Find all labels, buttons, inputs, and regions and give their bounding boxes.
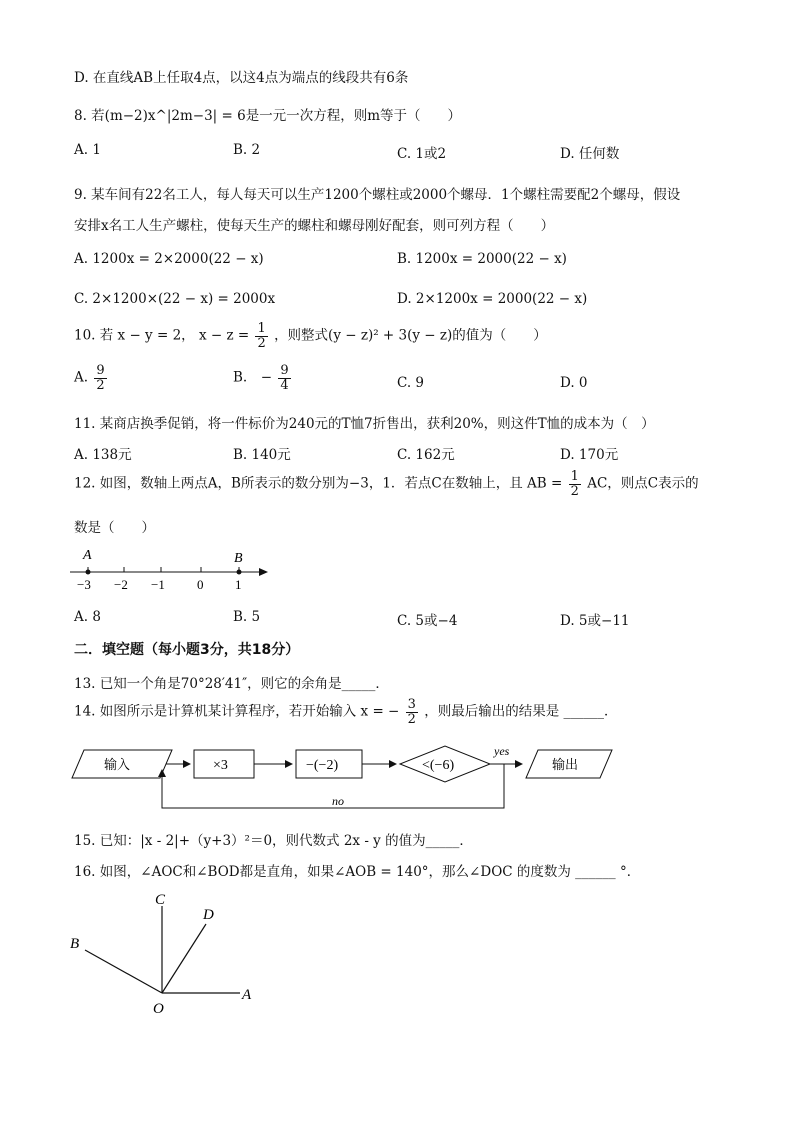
q9-stem-line1: 9. 某车间有22名工人，每人每天可以生产1200个螺柱或2000个螺母．1个螺柱需要配2个螺母，假设 — [74, 187, 681, 203]
q14-prefix: 14. 如图所示是计算机某计算程序，若开始输入 x = − — [74, 703, 400, 720]
q12-fraction — [569, 470, 581, 498]
q14-flowchart — [66, 742, 626, 812]
q10-option-b-fraction — [278, 364, 290, 392]
q10-option-a-fraction — [94, 364, 106, 392]
q10-option-a-den: 2 — [96, 377, 105, 393]
q8-option-b: B. 2 — [233, 142, 261, 158]
q7-option-d: D. 在直线AB上任取4点，以这4点为端点的线段共有6条 — [74, 70, 409, 86]
number-line-arrow — [259, 568, 268, 576]
q15-stem: 15. 已知：|x - 2|+（y+3）²＝0，则代数式 2x - y 的值为_____． — [74, 833, 473, 849]
q12-stem-line2: 数是（ ） — [74, 520, 155, 536]
flow-times3-label: ×3 — [213, 758, 228, 773]
label-b: B — [70, 936, 80, 952]
flow-minus-label: −(−2) — [306, 758, 339, 773]
q9-option-c: C. 2×1200×(22 − x) = 2000x — [74, 291, 276, 307]
q10-suffix: ，则整式(y − z)² + 3(y − z)的值为（ ） — [274, 327, 547, 344]
q10-frac-num: 1 — [257, 321, 266, 336]
ray-ob — [85, 950, 162, 993]
q10-option-b — [233, 364, 293, 392]
q10-option-b-num: 9 — [280, 363, 289, 378]
tick-label: −3 — [77, 577, 91, 592]
flow-no-label: no — [332, 794, 344, 808]
q11-option-b: B. 140元 — [233, 447, 291, 463]
tick-label: 0 — [197, 577, 204, 592]
point-b-dot — [237, 570, 242, 575]
q12-stem — [74, 470, 699, 498]
q14-stem — [74, 698, 618, 726]
label-d: D — [203, 907, 214, 923]
q10-option-a — [74, 364, 109, 392]
q12-stem-suffix: AC，则点C表示的 — [587, 475, 699, 492]
q9-option-d: D. 2×1200x = 2000(22 − x) — [397, 291, 588, 307]
q12-option-d: D. 5或−11 — [560, 613, 630, 629]
tick-label: −1 — [151, 577, 165, 592]
q10-option-a-num: 9 — [96, 363, 105, 378]
q10-frac-den: 2 — [257, 335, 266, 351]
q9-stem-line2: 安排x名工人生产螺柱，使每天生产的螺柱和螺母刚好配套，则可列方程（ ） — [74, 218, 555, 234]
tick-label: 1 — [235, 577, 242, 592]
q11-option-c: C. 162元 — [397, 447, 455, 463]
q14-frac-den: 2 — [407, 711, 416, 727]
q10-prefix: 10. 若 x − y = 2， x − z = — [74, 327, 250, 344]
flow-output-label: 输出 — [552, 757, 579, 772]
q8-option-d: D. 任何数 — [560, 146, 620, 162]
q10-option-b-den: 4 — [280, 377, 289, 393]
q9-option-a: A. 1200x = 2×2000(22 − x) — [74, 251, 264, 267]
label-o: O — [153, 1001, 164, 1017]
q10-option-c: C. 9 — [397, 375, 425, 391]
q14-suffix: ，则最后输出的结果是 ______． — [424, 703, 618, 720]
label-c: C — [155, 892, 166, 908]
q10-fraction — [255, 322, 267, 350]
q11-stem: 11. 某商店换季促销，将一件标价为240元的T恤7折售出，获利20%，则这件T恤的成本为（ ） — [74, 416, 655, 432]
ray-od — [162, 924, 206, 993]
q12-option-b: B. 5 — [233, 609, 261, 625]
q8-option-a: A. 1 — [74, 142, 101, 158]
q12-option-c: C. 5或−4 — [397, 613, 458, 629]
q10-stem — [74, 322, 547, 350]
q8-stem: 8. 若(m−2)x^|2m−3| = 6是一元一次方程，则m等于（ ） — [74, 108, 462, 124]
q12-option-a: A. 8 — [74, 609, 101, 625]
q13-stem: 13. 已知一个角是70°28′41″，则它的余角是_____． — [74, 676, 389, 692]
q12-stem-prefix: 12. 如图，数轴上两点A，B所表示的数分别为−3，1．若点C在数轴上，且 AB = — [74, 475, 563, 492]
point-a-dot — [86, 570, 91, 575]
point-b-label: B — [234, 551, 243, 566]
tick-label: −2 — [114, 577, 128, 592]
q12-number-line — [60, 545, 280, 595]
q16-stem: 16. 如图，∠AOC和∠BOD都是直角，如果∠AOB = 140°，那么∠DOC 的度数为 ______ °． — [74, 864, 641, 880]
q14-frac-num: 3 — [407, 697, 416, 712]
q11-option-a: A. 138元 — [74, 447, 132, 463]
flow-yes-label: yes — [494, 744, 510, 758]
q10-option-d: D. 0 — [560, 375, 588, 391]
flow-input-label: 输入 — [104, 757, 131, 772]
label-a: A — [242, 987, 252, 1003]
q10-option-b-label: B. − — [233, 369, 273, 386]
q10-option-a-label: A. — [74, 369, 89, 386]
q8-option-c: C. 1或2 — [397, 146, 447, 162]
q16-angle-figure — [60, 888, 280, 1023]
section-2-heading: 二．填空题（每小题3分，共18分） — [74, 642, 300, 658]
point-a-label: A — [83, 548, 92, 563]
q12-frac-num: 1 — [570, 469, 579, 484]
q12-frac-den: 2 — [570, 483, 579, 499]
flow-compare-label: <(−6) — [422, 758, 455, 773]
q9-option-b: B. 1200x = 2000(22 − x) — [397, 251, 567, 267]
q14-fraction — [406, 698, 418, 726]
q11-option-d: D. 170元 — [560, 447, 619, 463]
